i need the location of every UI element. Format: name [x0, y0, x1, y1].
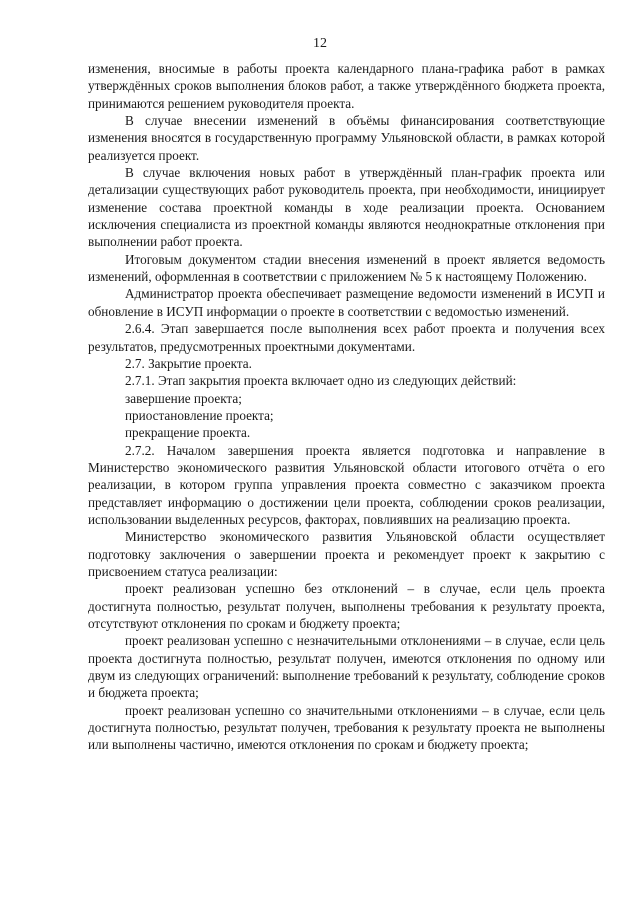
list-item-suspension: приостановление проекта; [125, 407, 274, 423]
list-item-status-no-deviations: проект реализован успешно без отклонений – в случае, если цель проекта достигнута полностью, результат получен, выполнены требования к результату проекта, отсутствуют отклонения по срокам и бюджету проекта; [88, 581, 605, 631]
document-body [88, 60, 605, 754]
paragraph-3: В случае включения новых работ в утверждённый план-график проекта или детализации существующих работ руководитель проекта, при необходимости, инициирует изменение состава проектной команды в ходе реализации проекта. Основанием исключения специалиста из проектной команды являются неоднократные отклонения при выполнении работ проекта. [88, 165, 605, 250]
paragraph-4: Итоговым документом стадии внесения изменений в проект является ведомость изменений, оформленная в соответствии с приложением № 5 к настоящему Положению. [88, 251, 605, 285]
list-item-termination: прекращение проекта. [125, 425, 251, 441]
page-number: 12 [313, 36, 327, 51]
paragraph-2-7-1: 2.7.1. Этап закрытия проекта включает одно из следующих действий: [125, 373, 517, 389]
section-heading-2-7: 2.7. Закрытие проекта. [125, 355, 252, 371]
list-item-completion: завершение проекта; [125, 390, 242, 406]
paragraph-5: Администратор проекта обеспечивает размещение ведомости изменений в ИСУП и обновление в ИСУП информации о проекте в соответствии с ведомостью изменений. [88, 286, 605, 319]
list-item-status-minor-deviations: проект реализован успешно с незначительными отклонениями – в случае, если цель проекта достигнута полностью, результат получен, имеются отклонения по одному или двум из следующих ограничений: выполнение требований к результату, соблюдение сроков и бюджета проекта; [88, 633, 605, 701]
paragraph-2: В случае внесении изменений в объёмы финансирования соответствующие изменения вносятся в государственную программу Ульяновской области, в рамках которой реализуется проект. [88, 113, 605, 163]
paragraph-6: 2.6.4. Этап завершается после выполнения всех работ проекта и получения всех результатов, предусмотренных проектными документами. [88, 321, 605, 354]
paragraph-ministry: Министерство экономического развития Ульяновской области осуществляет подготовку заключения о завершении проекта и рекомендует проект к закрытию с присвоением статуса реализации: [88, 529, 605, 579]
paragraph-2-7-2: 2.7.2. Началом завершения проекта является подготовка и направление в Министерство экономического развития Ульяновской области итогового отчёта о его реализации, в котором группа управления проекта совместно с заказчиком проекта представляет информацию о достижении цели проекта, соблюдении сроков реализации, использовании выделенных ресурсов, факторах, повлиявших на реализацию проекта. [88, 442, 605, 527]
list-item-status-major-deviations: проект реализован успешно со значительными отклонениями – в случае, если цель достигнута полностью, результат получен, требования к результату проекта не выполнены или выполнены частично, имеются отклонения по срокам и бюджету проекта; [88, 702, 605, 753]
paragraph-1: изменения, вносимые в работы проекта календарного плана-графика работ в рамках утверждённых сроков выполнения блоков работ, а также утверждённого бюджета проекта, принимаются решением руководителя проекта. [88, 61, 605, 111]
